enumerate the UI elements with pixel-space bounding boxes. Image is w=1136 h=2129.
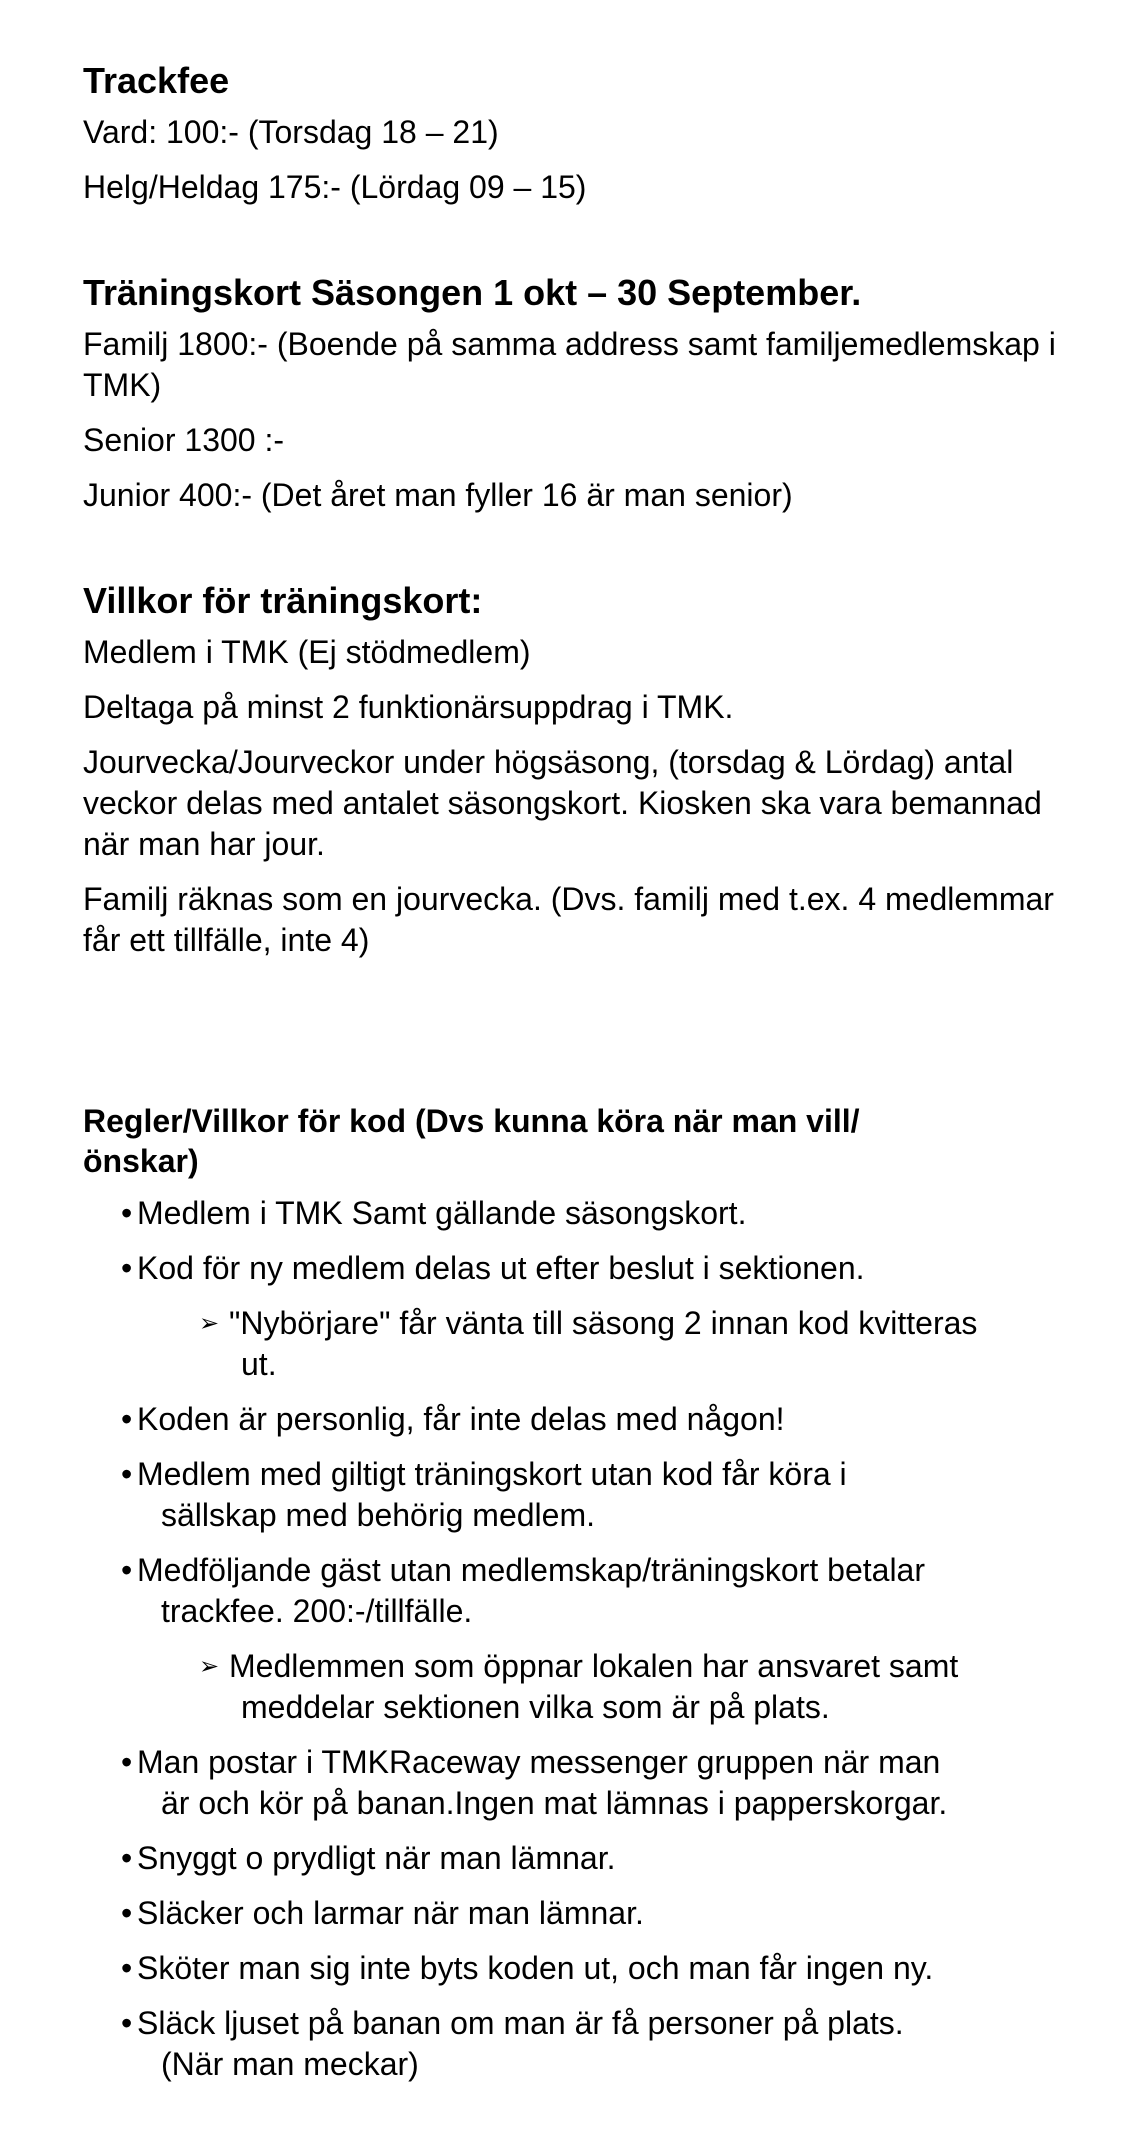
trackfee-weekday-price: Vard: 100:- (Torsdag 18 – 21) [83, 114, 499, 150]
arrow-bullet-icon: ➢ [199, 1653, 220, 1680]
villkor-section [83, 580, 1076, 961]
bullet-icon: • [121, 1195, 133, 1231]
sub-list-item [199, 1303, 1076, 1385]
regler-heading-line: Regler/Villkor för kod (Dvs kunna köra när man vill/ [83, 1103, 860, 1139]
sub-list-item-text: ut. [241, 1346, 277, 1382]
bullet-icon: • [121, 1552, 133, 1588]
sub-list-item-text: "Nybörjare" får vänta till säsong 2 innan kod kvitteras [229, 1305, 978, 1341]
list-item [121, 1893, 1076, 1934]
list-item [121, 1948, 1076, 1989]
regler-section [83, 1101, 1076, 2085]
list-item-text: Snyggt o prydligt när man lämnar. [137, 1840, 616, 1876]
bullet-icon: • [121, 1950, 133, 1986]
regler-heading-line: önskar) [83, 1143, 199, 1179]
trackfee-section [83, 60, 1076, 208]
list-item-text: Kod för ny medlem delas ut efter beslut i sektionen. [137, 1250, 865, 1286]
list-item-text: är och kör på banan.Ingen mat lämnas i papperskorgar. [161, 1785, 948, 1821]
regler-heading [83, 1101, 1076, 1181]
trackfee-weekend-price: Helg/Heldag 175:- (Lördag 09 – 15) [83, 169, 587, 205]
sub-list [137, 1646, 1076, 1728]
bullet-icon: • [121, 1895, 133, 1931]
list-item-text: (När man meckar) [161, 2046, 419, 2082]
bullet-icon: • [121, 1744, 133, 1780]
list-item [121, 1248, 1076, 1385]
traningskort-family-price: Familj 1800:- (Boende på samma address samt familjemedlemskap i TMK) [83, 326, 1056, 403]
sub-list [137, 1303, 1076, 1385]
villkor-line: Medlem i TMK (Ej stödmedlem) [83, 634, 531, 670]
traningskort-junior-price: Junior 400:- (Det året man fyller 16 är man senior) [83, 477, 793, 513]
list-item-text: Man postar i TMKRaceway messenger gruppen när man [137, 1744, 941, 1780]
bullet-icon: • [121, 1456, 133, 1492]
arrow-bullet-icon: ➢ [199, 1310, 220, 1337]
list-item-text: Medlem i TMK Samt gällande säsongskort. [137, 1195, 747, 1231]
list-item [121, 1838, 1076, 1879]
list-item [121, 1193, 1076, 1234]
list-item-text: Släcker och larmar när man lämnar. [137, 1895, 644, 1931]
list-item-text: Koden är personlig, får inte delas med någon! [137, 1401, 785, 1437]
list-item [121, 1742, 1076, 1824]
list-item-text: Medföljande gäst utan medlemskap/träningskort betalar [137, 1552, 925, 1588]
list-item-text: Medlem med giltigt träningskort utan kod får köra i [137, 1456, 847, 1492]
traningskort-heading: Träningskort Säsongen 1 okt – 30 September. [83, 272, 862, 313]
sub-list-item [199, 1646, 1076, 1728]
traningskort-senior-price: Senior 1300 :- [83, 422, 285, 458]
bullet-icon: • [121, 1840, 133, 1876]
list-item-text: trackfee. 200:-/tillfälle. [161, 1593, 473, 1629]
list-item-text: Släck ljuset på banan om man är få personer på plats. [137, 2005, 904, 2041]
trackfee-heading: Trackfee [83, 60, 230, 101]
traningskort-section [83, 272, 1076, 516]
bullet-icon: • [121, 1250, 133, 1286]
list-item [121, 1454, 1076, 1536]
villkor-line: Deltaga på minst 2 funktionärsuppdrag i TMK. [83, 689, 734, 725]
bullet-icon: • [121, 2005, 133, 2041]
sub-list-item-text: meddelar sektionen vilka som är på plats. [241, 1689, 830, 1725]
list-item-text: sällskap med behörig medlem. [161, 1497, 595, 1533]
villkor-line: Familj räknas som en jourvecka. (Dvs. familj med t.ex. 4 medlemmar får ett tillfälle, inte 4) [83, 881, 1054, 958]
list-item [121, 1550, 1076, 1728]
bullet-icon: • [121, 1401, 133, 1437]
list-item-text: Sköter man sig inte byts koden ut, och man får ingen ny. [137, 1950, 934, 1986]
villkor-line: Jourvecka/Jourveckor under högsäsong, (torsdag & Lördag) antal veckor delas med antalet säsongskort. Kiosken ska vara bemannad när man har jour. [83, 744, 1042, 862]
list-item [121, 1399, 1076, 1440]
regler-list [83, 1193, 1076, 2085]
villkor-heading: Villkor för träningskort: [83, 580, 483, 621]
list-item [121, 2003, 1076, 2085]
sub-list-item-text: Medlemmen som öppnar lokalen har ansvaret samt [229, 1648, 959, 1684]
